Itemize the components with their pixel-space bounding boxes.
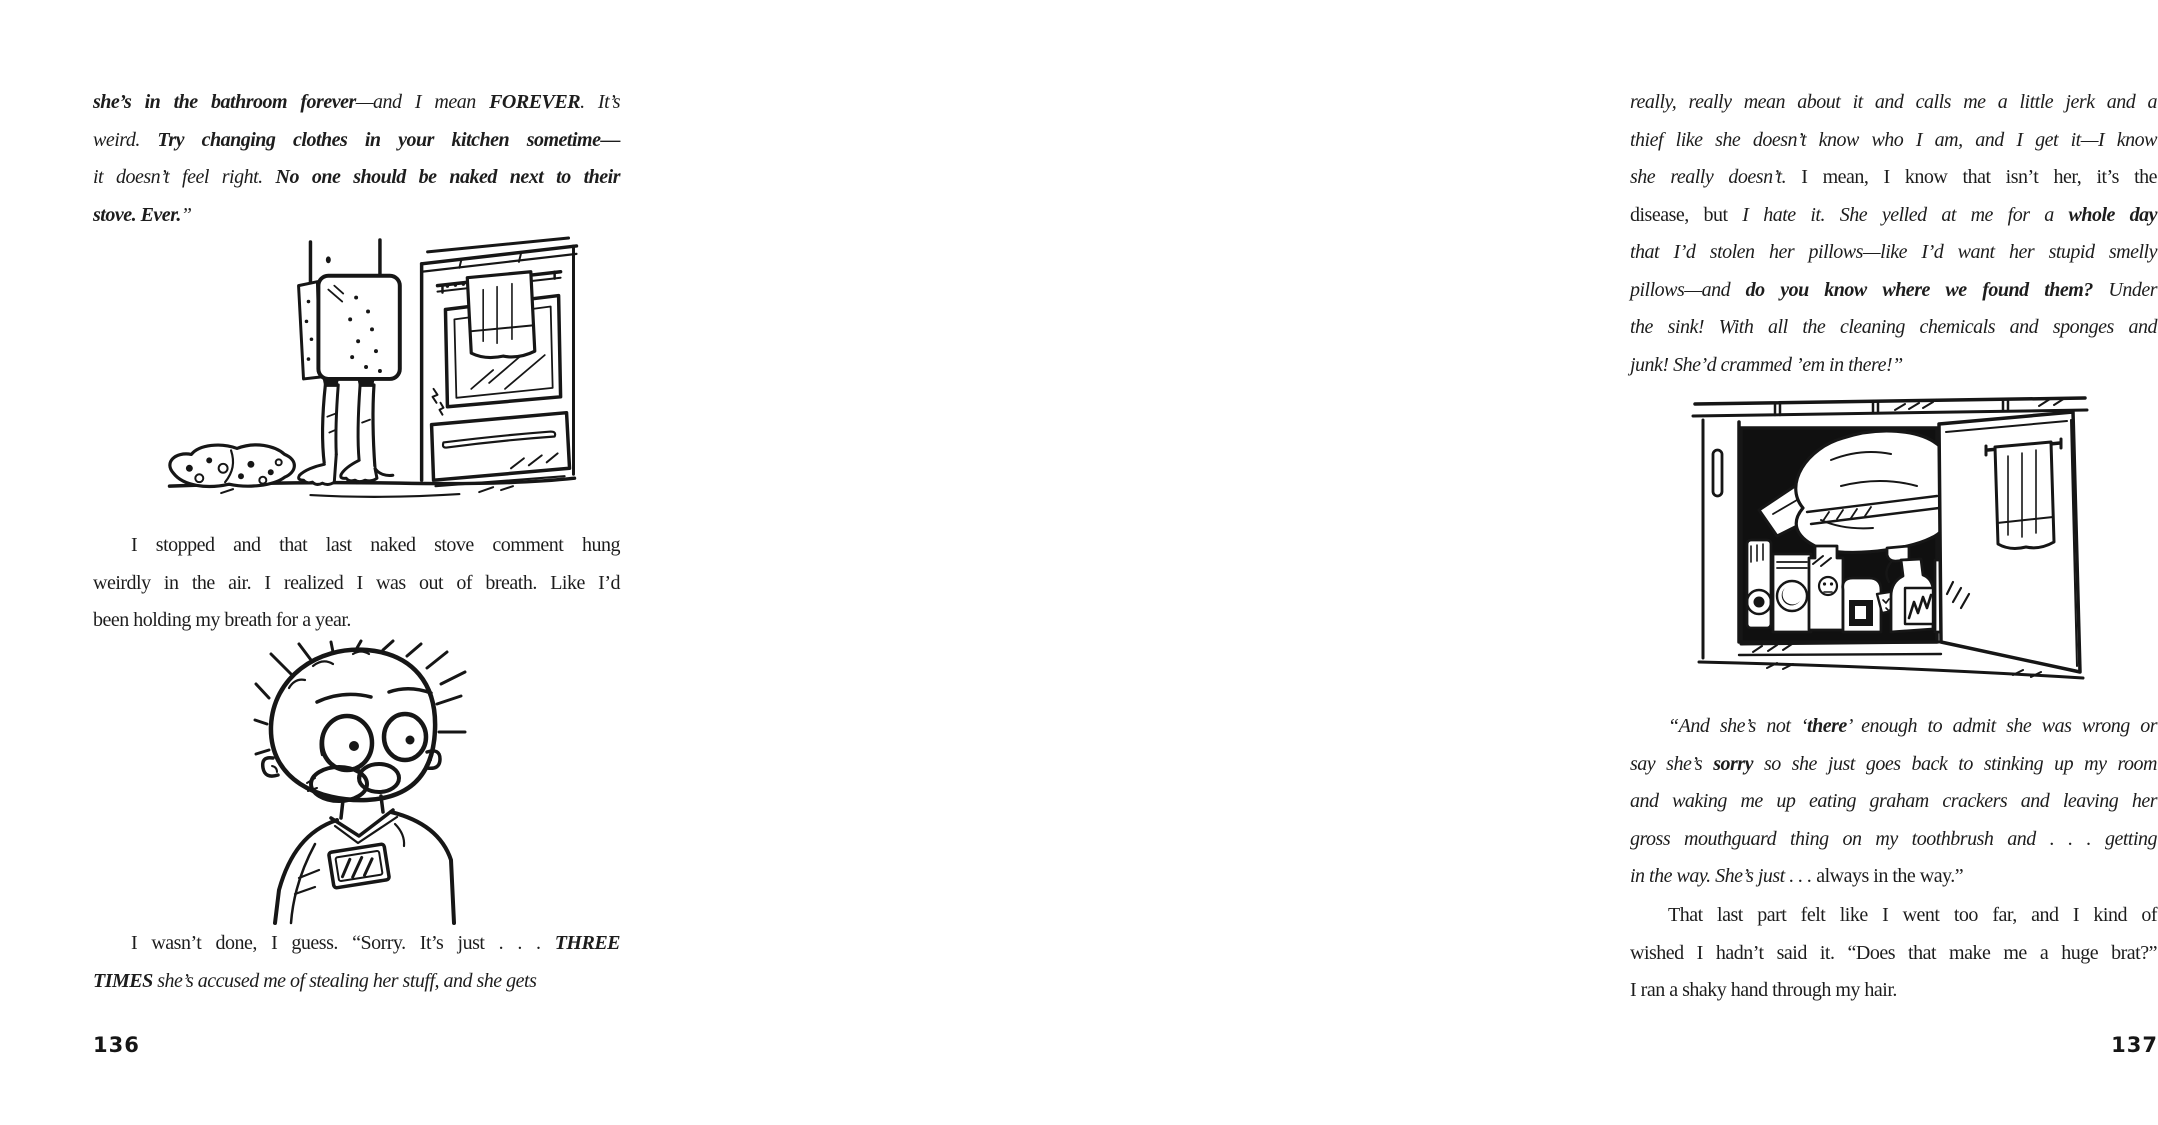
page-number-left: 136 <box>93 1033 140 1057</box>
cabinet-illustration-svg <box>1683 392 2101 678</box>
text-line <box>1630 746 2157 784</box>
text-segment: THREE <box>554 932 620 954</box>
cabinet-illustration <box>1683 392 2101 678</box>
text-segment: really, really mean about it and calls me a little jerk and a <box>1630 91 2157 113</box>
text-line <box>1630 272 2157 310</box>
text-segment: she’s in the bathroom forever <box>93 91 356 113</box>
text-segment: there <box>1807 715 1847 737</box>
text-segment: . It’s <box>580 91 620 113</box>
text-segment: That last part felt like I went too far, and I kind of <box>1668 904 2157 926</box>
text-line <box>1630 708 2157 746</box>
text-segment: gross mouthguard thing on my toothbrush and . . . getting <box>1630 827 2157 850</box>
text-line <box>93 565 620 603</box>
text-line <box>1630 309 2157 347</box>
text-segment: been holding my breath for a year. <box>93 609 351 631</box>
text-segment: it doesn’t feel right. <box>93 166 276 188</box>
paragraph <box>93 925 620 1000</box>
text-segment: do you know where we found them? <box>1745 278 2109 301</box>
text-segment: stove. Ever. <box>93 203 181 226</box>
text-line <box>1630 234 2157 272</box>
text-segment: she’s accused me of stealing her stuff, and she gets <box>152 969 537 992</box>
text-line <box>93 925 620 963</box>
text-segment: Under <box>2108 278 2157 301</box>
paragraph <box>1630 708 2157 896</box>
text-segment: weird. <box>93 128 158 151</box>
text-segment: so she just goes back to stinking up my room <box>1752 752 2158 775</box>
text-segment: she really doesn’t. <box>1630 166 1802 188</box>
text-segment: Try changing clothes in your kitchen sometime— <box>157 128 620 151</box>
text-segment: TIMES <box>93 969 153 992</box>
stove-illustration-svg <box>160 238 585 506</box>
text-line <box>1630 897 2157 935</box>
text-segment: ” <box>180 203 192 226</box>
text-segment: I ran a shaky hand through my hair. <box>1630 979 1897 1001</box>
text-line <box>1630 935 2157 973</box>
text-line <box>1630 84 2157 122</box>
text-line <box>1630 783 2157 821</box>
text-segment: the sink! With all the cleaning chemicals and sponges and <box>1630 316 2157 338</box>
text-segment: pillows—and <box>1630 278 1746 301</box>
text-segment: ’ enough to admit she was wrong or <box>1846 715 2157 737</box>
text-segment: whole day <box>2068 203 2158 226</box>
text-segment: I stopped and that last naked stove comment hung <box>131 534 620 556</box>
text-line <box>93 527 620 565</box>
text-line <box>1630 122 2157 160</box>
text-segment: and waking me up eating graham crackers and leaving her <box>1630 790 2157 812</box>
text-segment: always in the way.” <box>1816 865 1964 887</box>
paragraph <box>93 527 620 640</box>
text-line <box>93 602 620 640</box>
paragraph <box>1630 897 2157 1010</box>
text-line <box>1630 197 2157 235</box>
boy-illustration <box>255 640 505 923</box>
text-line <box>93 197 620 235</box>
text-segment: No one should be naked next to their <box>275 166 620 188</box>
text-segment: junk! She’d crammed ’em in there!” <box>1630 353 1903 376</box>
text-line <box>1630 972 2157 1010</box>
paragraph <box>93 84 620 234</box>
text-line <box>93 84 620 122</box>
text-segment: in the way. She’s just . . . <box>1630 865 1817 887</box>
text-segment: I wasn’t done, I guess. “Sorry. It’s just . . . <box>131 932 555 954</box>
text-segment: disease, but <box>1630 203 1743 226</box>
text-segment: that I’d stolen her pillows—like I’d want her stupid smelly <box>1630 241 2157 263</box>
left-page <box>0 0 750 1125</box>
text-segment: sorry <box>1713 752 1753 775</box>
text-line <box>93 963 620 1001</box>
text-line <box>93 159 620 197</box>
text-line <box>1630 347 2157 385</box>
boy-illustration-svg <box>255 640 505 923</box>
text-line <box>1630 159 2157 197</box>
text-segment: I mean, I know that isn’t her, it’s the <box>1801 166 2157 188</box>
text-line <box>1630 821 2157 859</box>
paragraph <box>1630 84 2157 384</box>
text-line <box>1630 858 2157 896</box>
right-page <box>750 0 2158 1125</box>
text-segment: FOREVER <box>489 91 581 113</box>
text-line <box>93 122 620 160</box>
text-segment: “And she’s not ‘ <box>1668 715 1808 737</box>
stove-illustration <box>160 238 585 506</box>
text-segment: —and I mean <box>355 91 490 113</box>
text-segment: weirdly in the air. I realized I was out of breath. Like I’d <box>93 571 620 594</box>
text-segment: wished I hadn’t said it. “Does that make me a huge brat?” <box>1630 941 2157 964</box>
page-number-right: 137 <box>2111 1033 2158 1057</box>
text-segment: thief like she doesn’t know who I am, and I get it—I know <box>1630 128 2157 151</box>
text-segment: say she’s <box>1630 752 1714 775</box>
text-segment: I hate it. She yelled at me for a <box>1742 203 2069 226</box>
